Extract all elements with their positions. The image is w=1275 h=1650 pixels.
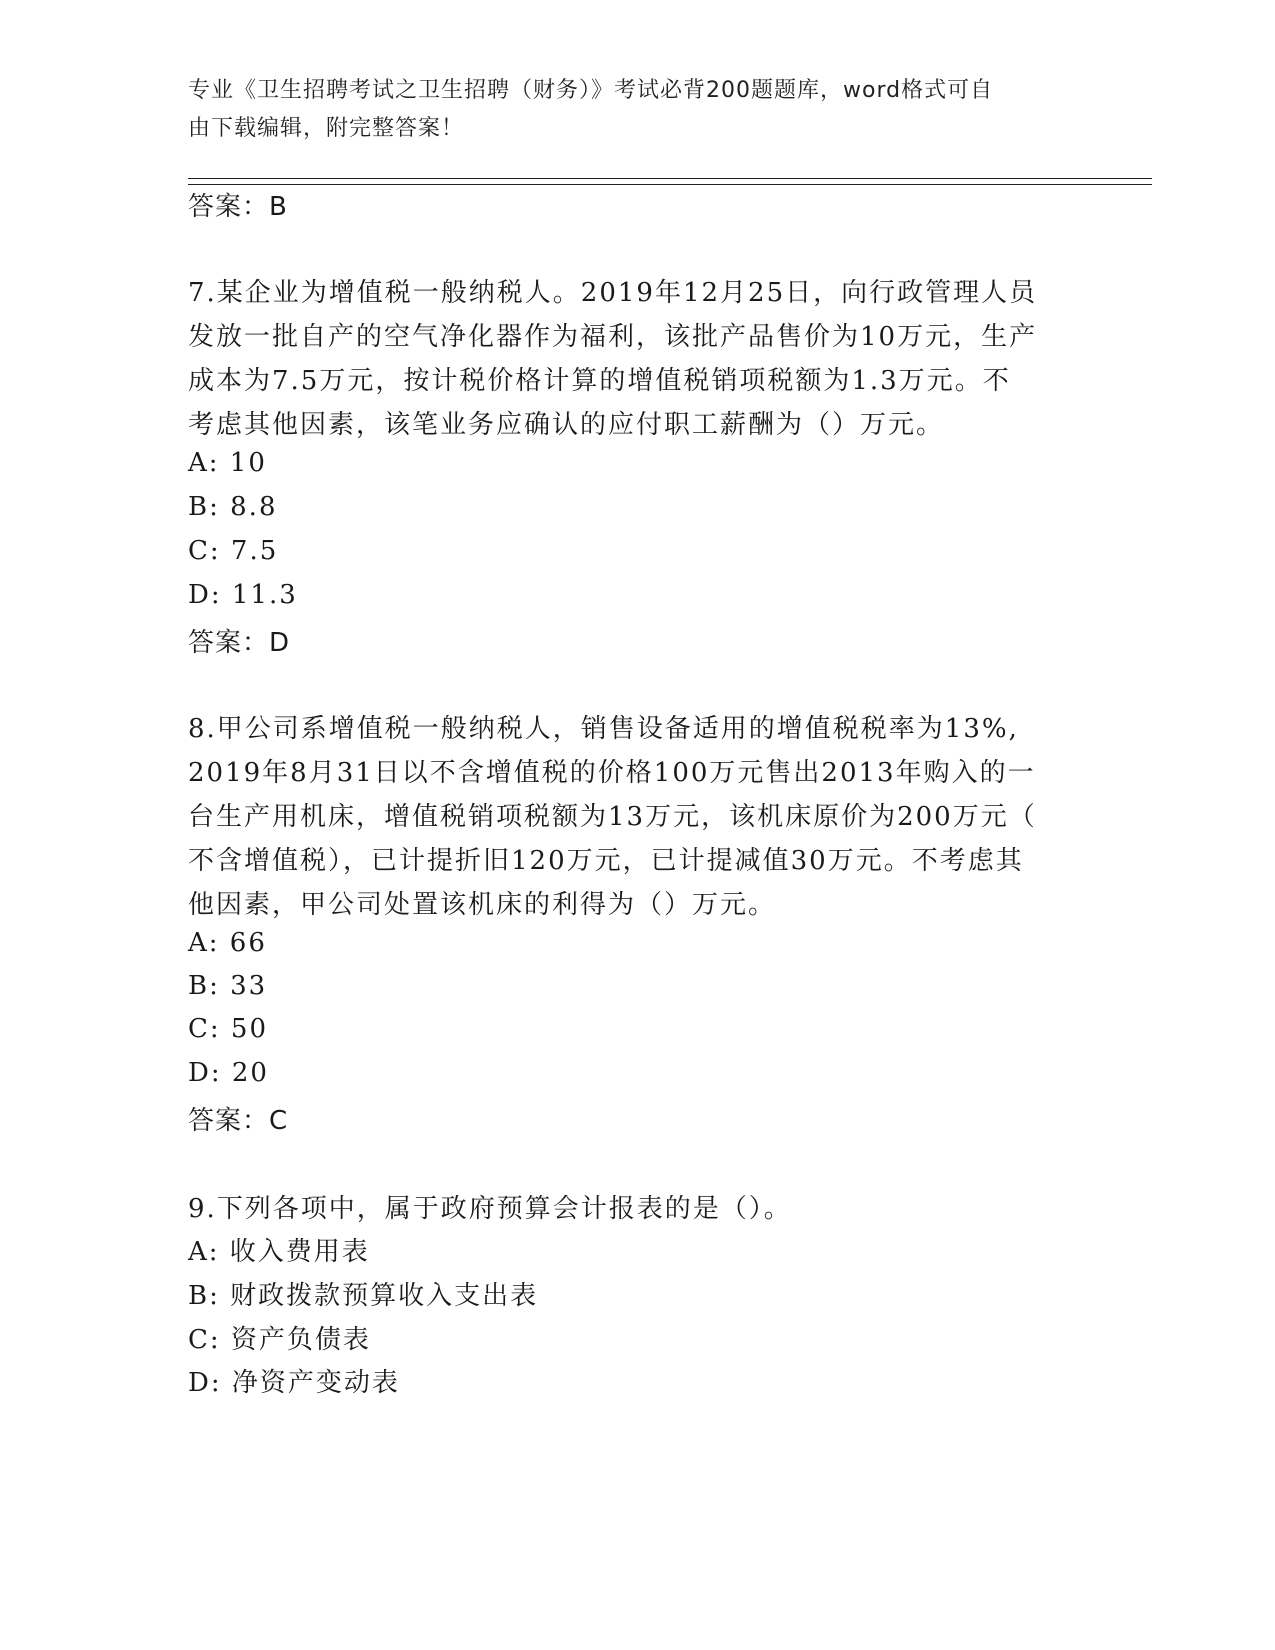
- question-8-line-1: 8.甲公司系增值税一般纳税人，销售设备适用的增值税税率为13%,: [188, 714, 1019, 744]
- question-9-option-c: C: 资产负债表: [188, 1325, 371, 1355]
- question-8-line-5: 他因素，甲公司处置该机床的利得为（）万元。: [188, 890, 777, 920]
- question-7-option-a: A: 10: [188, 448, 267, 478]
- question-8-line-2: 2019年8月31日以不含增值税的价格100万元售出2013年购入的一: [188, 758, 1036, 788]
- question-8-option-c: C: 50: [188, 1014, 269, 1044]
- question-7-line-3: 成本为7.5万元，按计税价格计算的增值税销项税额为1.3万元。不: [188, 366, 1011, 396]
- question-7-line-1: 7.某企业为增值税一般纳税人。2019年12月25日，向行政管理人员: [188, 278, 1038, 308]
- header-line-1: 专业《卫生招聘考试之卫生招聘（财务）》考试必背200题题库，word格式可自: [188, 78, 994, 103]
- question-8-line-3: 台生产用机床，增值税销项税额为13万元，该机床原价为200万元（: [188, 802, 1037, 832]
- header-line-2: 由下载编辑，附完整答案！: [188, 116, 465, 141]
- document-header: [188, 72, 1068, 148]
- question-9-option-d: D: 净资产变动表: [188, 1368, 400, 1398]
- question-7-line-2: 发放一批自产的空气净化器作为福利，该批产品售价为10万元，生产: [188, 322, 1038, 352]
- question-9-line-1: 9.下列各项中，属于政府预算会计报表的是（）。: [188, 1194, 792, 1224]
- question-7-option-c: C: 7.5: [188, 536, 279, 566]
- question-8-option-a: A: 66: [188, 928, 267, 958]
- header-divider-bottom: [188, 184, 1152, 185]
- question-8-option-d: D: 20: [188, 1058, 269, 1088]
- previous-answer: 答案：B: [188, 192, 288, 222]
- question-8-option-b: B: 33: [188, 971, 268, 1001]
- question-7-option-d: D: 11.3: [188, 580, 298, 610]
- question-8-line-4: 不含增值税），已计提折旧120万元，已计提减值30万元。不考虑其: [188, 846, 1024, 876]
- question-7-answer: 答案：D: [188, 628, 291, 658]
- question-9-option-a: A: 收入费用表: [188, 1237, 370, 1267]
- header-divider-top: [188, 178, 1152, 179]
- question-8-answer: 答案：C: [188, 1106, 289, 1136]
- question-7-option-b: B: 8.8: [188, 492, 278, 522]
- question-9-option-b: B: 财政拨款预算收入支出表: [188, 1281, 539, 1311]
- question-7-line-4: 考虑其他因素，该笔业务应确认的应付职工薪酬为（）万元。: [188, 410, 945, 440]
